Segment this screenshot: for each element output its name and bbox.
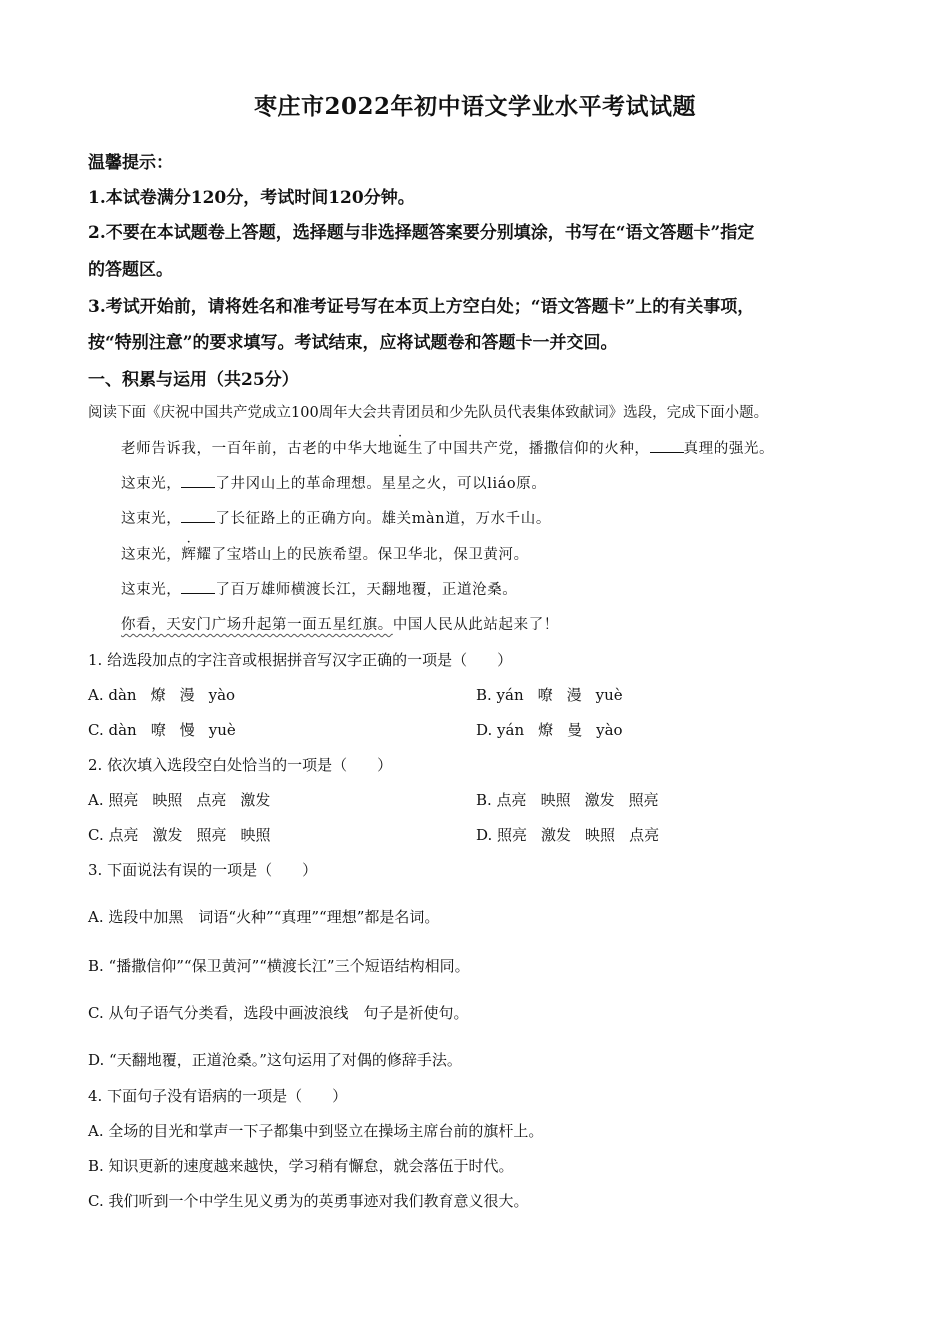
passage-line-4: 这束光，辉耀了宝塔山上的民族希望。保卫华北，保卫黄河。 (121, 547, 529, 563)
q2-option-b: B. 点亮 映照 激发 照亮 (476, 791, 659, 809)
q2-option-a: A. 照亮 映照 点亮 激发 (88, 791, 271, 809)
q4-option-a: A. 全场的目光和掌声一下子都集中到竖立在操场主席台前的旗杆上。 (88, 1122, 544, 1140)
passage-line-3: 这束光， 了长征路上的正确方向。雄关màn道，万水千山。 (121, 511, 551, 527)
tip-2-line-2: 的答题区。 (88, 260, 173, 280)
q1-option-b: B. yán 嘹 漫 yuè (476, 686, 623, 704)
tip-2-line-1: 2.不要在本试题卷上答题，选择题与非选择题答案要分别填涂，书写在“语文答题卡”指定 (88, 223, 755, 243)
reading-intro: 阅读下面《庆祝中国共产党成立100周年大会共青团员和少先队员代表集体致献词》选段，完成下面小题。 (88, 405, 769, 421)
q3-option-b: B. “播撒信仰”“保卫黄河”“横渡长江”三个短语结构相同。 (88, 957, 470, 975)
question-2-stem: 2. 依次填入选段空白处恰当的一项是（ ） (88, 756, 393, 774)
q2-option-d: D. 照亮 激发 映照 点亮 (476, 826, 660, 844)
q3-option-d: D. “天翻地覆，正道沧桑。”这句运用了对偶的修辞手法。 (88, 1051, 462, 1069)
fill-blank (181, 581, 215, 594)
q1-option-d: D. yán 燎 曼 yào (476, 721, 623, 739)
question-1-stem: 1. 给选段加点的字注音或根据拼音写汉字正确的一项是（ ） (88, 651, 513, 669)
passage-line-6: 你看，天安门广场升起第一面五星红旗。中国人民从此站起来了！ (121, 617, 559, 633)
passage-line-2: 这束光， 了井冈山上的革命理想。星星之火，可以liáo原。 (121, 476, 547, 492)
q4-option-b: B. 知识更新的速度越来越快，学习稍有懈怠，就会落伍于时代。 (88, 1157, 514, 1175)
q2-option-c: C. 点亮 激发 照亮 映照 (88, 826, 271, 844)
tip-3-line-1: 3.考试开始前，请将姓名和准考证号写在本页上方空白处；“语文答题卡”上的有关事项， (88, 297, 755, 317)
q3-option-c: C. 从句子语气分类看，选段中画波浪线 句子是祈使句。 (88, 1004, 469, 1022)
dotted-char: 诞 (392, 441, 408, 457)
wavy-underlined-sentence: 你看，天安门广场升起第一面五星红旗。 (121, 617, 393, 633)
passage-line-1: 老师告诉我，一百年前，古老的中华大地诞生了中国共产党，播撒信仰的火种， 真理的强光。 (121, 441, 775, 457)
fill-blank (181, 510, 215, 523)
section-heading: 一、积累与运用（共25分） (88, 370, 299, 390)
tip-1: 1.本试卷满分120分，考试时间120分钟。 (88, 188, 415, 208)
fill-blank (181, 475, 215, 488)
q1-option-a: A. dàn 燎 漫 yào (88, 686, 236, 704)
page-title: 枣庄市2022年初中语文学业水平考试试题 (253, 93, 696, 120)
q4-option-c: C. 我们听到一个中学生见义勇为的英勇事迹对我们教育意义很大。 (88, 1192, 529, 1210)
question-3-stem: 3. 下面说法有误的一项是（ ） (88, 861, 318, 879)
question-4-stem: 4. 下面句子没有语病的一项是（ ） (88, 1087, 348, 1105)
fill-blank (650, 440, 684, 453)
tip-3-line-2: 按“特别注意”的要求填写。考试结束，应将试题卷和答题卡一并交回。 (88, 333, 618, 353)
q1-option-c: C. dàn 嘹 慢 yuè (88, 721, 236, 739)
tips-heading: 温馨提示： (88, 153, 173, 173)
dotted-char: 辉 (181, 547, 197, 563)
passage-line-5: 这束光， 了百万雄师横渡长江，天翻地覆，正道沧桑。 (121, 582, 518, 598)
q3-option-a: A. 选段中加黑 词语“火种”“真理”“理想”都是名词。 (88, 908, 440, 926)
